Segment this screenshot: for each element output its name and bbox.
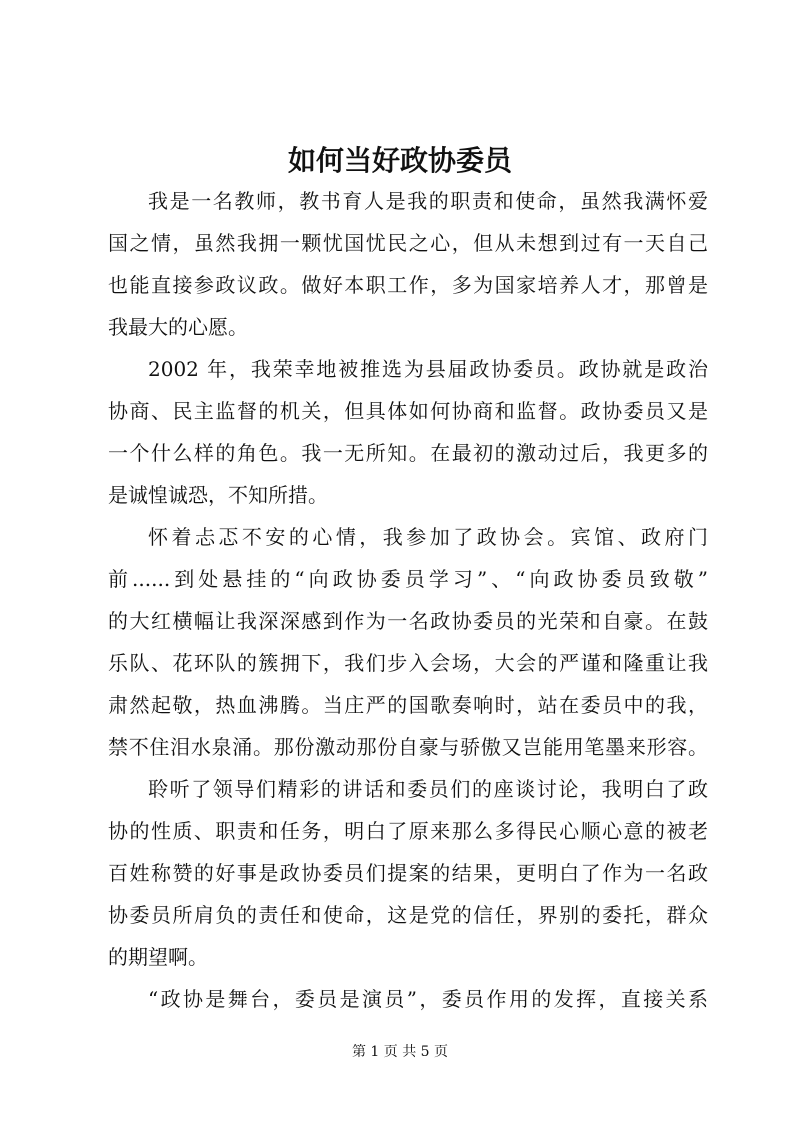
page-footer: 第 1 页 共 5 页 <box>351 1044 449 1060</box>
paragraph-line: 的大红横幅让我深深感到作为一名政协委员的光荣和自豪。在鼓 <box>108 609 708 633</box>
paragraph-line: 一个什么样的角色。我一无所知。在最初的激动过后，我更多的 <box>108 441 708 465</box>
paragraph-line: 我是一名教师，教书育人是我的职责和使命，虽然我满怀爱 <box>148 189 708 213</box>
paragraph-line: 协商、民主监督的机关，但具体如何协商和监督。政协委员又是 <box>108 399 708 423</box>
paragraph-line: 2002 年，我荣幸地被推选为县届政协委员。政协就是政治 <box>148 357 708 381</box>
paragraph-line: 肃然起敬，热血沸腾。当庄严的国歌奏响时，站在委员中的我， <box>108 693 708 717</box>
paragraph-line: 前......到处悬挂的“向政协委员学习”、“向政协委员致敬” <box>108 567 708 591</box>
paragraph-line: 协的性质、职责和任务，明白了原来那么多得民心顺心意的被老 <box>108 819 708 843</box>
paragraph-line: 怀着忐忑不安的心情，我参加了政协会。宾馆、政府门 <box>148 525 708 549</box>
paragraph-line: 的期望啊。 <box>108 945 208 969</box>
paragraph-line: 是诚惶诚恐，不知所措。 <box>108 483 328 507</box>
paragraph-line: 聆听了领导们精彩的讲话和委员们的座谈讨论，我明白了政 <box>148 777 708 801</box>
paragraph-line: 也能直接参政议政。做好本职工作，多为国家培养人才，那曾是 <box>108 273 708 297</box>
paragraph-line: “政协是舞台，委员是演员”，委员作用的发挥，直接关系 <box>148 987 708 1011</box>
paragraph-line: 我最大的心愿。 <box>108 315 248 339</box>
paragraph-line: 乐队、花环队的簇拥下，我们步入会场，大会的严谨和隆重让我 <box>108 651 708 675</box>
paragraph-line: 禁不住泪水泉涌。那份激动那份自豪与骄傲又岂能用笔墨来形容。 <box>108 735 708 759</box>
paragraph-line: 协委员所肩负的责任和使命，这是党的信任，界别的委托，群众 <box>108 903 708 927</box>
document-body <box>108 180 708 1020</box>
paragraph-line: 国之情，虽然我拥一颗忧国忧民之心，但从未想到过有一天自己 <box>108 231 708 255</box>
paragraph-line: 百姓称赞的好事是政协委员们提案的结果，更明白了作为一名政 <box>108 861 708 885</box>
document-title: 如何当好政协委员 <box>287 144 512 177</box>
